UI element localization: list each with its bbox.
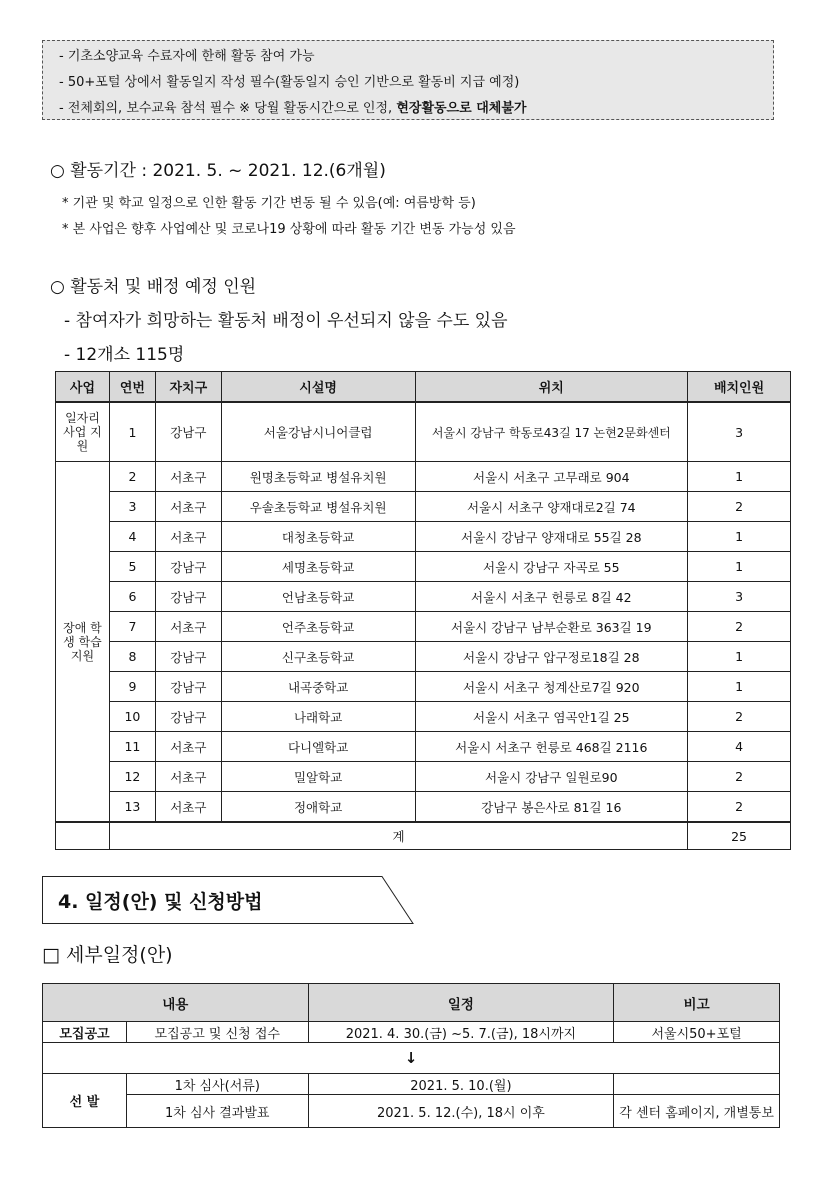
cell-location: 서울시 강남구 남부순환로 363길 19 bbox=[415, 612, 688, 642]
cell-district: 서초구 bbox=[155, 762, 221, 792]
total-label: 계 bbox=[109, 822, 687, 850]
schedule-row bbox=[43, 1095, 780, 1128]
period-title: ○ 활동기간 : 2021. 5. ~ 2021. 12.(6개월) bbox=[50, 161, 386, 181]
cell-district: 강남구 bbox=[155, 702, 221, 732]
cell-district: 강남구 bbox=[155, 642, 221, 672]
section-4-title: 4. 일정(안) 및 신청방법 bbox=[58, 891, 263, 913]
notice-line-3-emphasis: 현장활동으로 대체불가 bbox=[396, 101, 527, 116]
table-row bbox=[56, 582, 791, 612]
schedule-note: 서울시50+포털 bbox=[614, 1022, 780, 1043]
total-value: 25 bbox=[688, 822, 791, 850]
cell-facility: 정애학교 bbox=[221, 792, 415, 823]
cell-location: 서울시 서초구 염곡안1길 25 bbox=[415, 702, 688, 732]
cell-location: 서울시 서초구 양재대로2길 74 bbox=[415, 492, 688, 522]
table-row bbox=[56, 462, 791, 492]
locations-sub-2: - 12개소 115명 bbox=[64, 345, 185, 365]
cell-count: 1 bbox=[688, 672, 791, 702]
notice-line-1: - 기초소양교육 수료자에 한해 활동 참여 가능 bbox=[59, 49, 315, 64]
notice-line-2: - 50+포털 상에서 활동일지 작성 필수(활동일지 승인 기반으로 활동비 지급 예정) bbox=[59, 75, 520, 90]
schedule-header-date: 일정 bbox=[308, 984, 614, 1022]
cell-count: 2 bbox=[688, 492, 791, 522]
cell-facility: 대청초등학교 bbox=[221, 522, 415, 552]
schedule-item: 1차 심사 결과발표 bbox=[126, 1095, 308, 1128]
cell-no: 1 bbox=[109, 402, 155, 462]
table-row bbox=[56, 762, 791, 792]
table-row bbox=[56, 642, 791, 672]
group-disabled-students bbox=[56, 462, 110, 823]
cell-district: 서초구 bbox=[155, 612, 221, 642]
cell-district: 서초구 bbox=[155, 732, 221, 762]
cell-no: 9 bbox=[109, 672, 155, 702]
notice-line-3 bbox=[59, 96, 773, 122]
group-jobs-label: 일자리 사업 지원 bbox=[63, 411, 102, 453]
cell-count: 4 bbox=[688, 732, 791, 762]
cell-no: 5 bbox=[109, 552, 155, 582]
cell-facility: 원명초등학교 병설유치원 bbox=[221, 462, 415, 492]
cell-no: 11 bbox=[109, 732, 155, 762]
cell-facility: 내곡중학교 bbox=[221, 672, 415, 702]
cell-count: 2 bbox=[688, 702, 791, 732]
cell-no: 3 bbox=[109, 492, 155, 522]
header-number: 연번 bbox=[109, 372, 155, 403]
notice-box bbox=[42, 40, 774, 120]
schedule-note: 각 센터 홈페이지, 개별통보 bbox=[614, 1095, 780, 1128]
locations-title: ○ 활동처 및 배정 예정 인원 bbox=[50, 277, 257, 297]
cell-location: 서울시 서초구 고무래로 904 bbox=[415, 462, 688, 492]
table-row bbox=[56, 672, 791, 702]
cell-location: 서울시 강남구 학동로43길 17 논현2문화센터 bbox=[415, 402, 688, 462]
header-district: 자치구 bbox=[155, 372, 221, 403]
cell-count: 2 bbox=[688, 762, 791, 792]
locations-sub-1: - 참여자가 희망하는 활동처 배정이 우선되지 않을 수도 있음 bbox=[64, 311, 508, 331]
cell-no: 7 bbox=[109, 612, 155, 642]
cell-facility: 신구초등학교 bbox=[221, 642, 415, 672]
section-4-heading bbox=[42, 876, 414, 924]
schedule-cat-selection: 선 발 bbox=[43, 1074, 127, 1128]
total-row bbox=[56, 822, 791, 850]
header-location: 위치 bbox=[415, 372, 688, 403]
cell-district: 강남구 bbox=[155, 672, 221, 702]
cell-no: 2 bbox=[109, 462, 155, 492]
cell-count: 1 bbox=[688, 642, 791, 672]
cell-facility: 서울강남시니어클럽 bbox=[221, 402, 415, 462]
cell-count: 3 bbox=[688, 402, 791, 462]
notice-line-3-text: - 전체회의, 보수교육 참석 필수 ※ 당월 활동시간으로 인정, bbox=[59, 101, 397, 116]
header-count: 배치인원 bbox=[688, 372, 791, 403]
cell-location: 서울시 서초구 헌릉로 468길 2116 bbox=[415, 732, 688, 762]
table-row bbox=[56, 492, 791, 522]
cell-district: 서초구 bbox=[155, 522, 221, 552]
schedule-header-row bbox=[43, 984, 780, 1022]
cell-count: 3 bbox=[688, 582, 791, 612]
cell-count: 2 bbox=[688, 792, 791, 823]
down-arrow-icon: ↓ bbox=[43, 1043, 780, 1074]
cell-count: 2 bbox=[688, 612, 791, 642]
schedule-row bbox=[43, 1022, 780, 1043]
cell-facility: 다니엘학교 bbox=[221, 732, 415, 762]
cell-location: 서울시 강남구 양재대로 55길 28 bbox=[415, 522, 688, 552]
cell-facility: 나래학교 bbox=[221, 702, 415, 732]
table-row bbox=[56, 612, 791, 642]
cell-district: 서초구 bbox=[155, 462, 221, 492]
cell-facility: 세명초등학교 bbox=[221, 552, 415, 582]
schedule-note bbox=[614, 1074, 780, 1095]
table-row bbox=[56, 522, 791, 552]
cell-no: 12 bbox=[109, 762, 155, 792]
cell-location: 서울시 강남구 압구정로18길 28 bbox=[415, 642, 688, 672]
schedule-cat-recruit: 모집공고 bbox=[43, 1022, 127, 1043]
header-facility: 시설명 bbox=[221, 372, 415, 403]
cell-no: 13 bbox=[109, 792, 155, 823]
table-row bbox=[56, 792, 791, 823]
schedule-subheading: □ 세부일정(안) bbox=[42, 944, 173, 966]
table-row bbox=[56, 732, 791, 762]
cell-no: 6 bbox=[109, 582, 155, 612]
locations-table bbox=[55, 371, 791, 850]
cell-location: 서울시 강남구 자곡로 55 bbox=[415, 552, 688, 582]
cell-district: 서초구 bbox=[155, 492, 221, 522]
period-note-1: * 기관 및 학교 일정으로 인한 활동 기간 변동 될 수 있음(예: 여름방학 등) bbox=[62, 196, 476, 211]
schedule-row bbox=[43, 1074, 780, 1095]
cell-facility: 우솔초등학교 병설유치원 bbox=[221, 492, 415, 522]
schedule-header-content: 내용 bbox=[43, 984, 309, 1022]
schedule-table bbox=[42, 983, 780, 1128]
schedule-date: 2021. 4. 30.(금) ~5. 7.(금), 18시까지 bbox=[308, 1022, 614, 1043]
cell-district: 강남구 bbox=[155, 552, 221, 582]
table-row bbox=[56, 552, 791, 582]
cell-count: 1 bbox=[688, 552, 791, 582]
locations-header-row bbox=[56, 372, 791, 403]
schedule-header-note: 비고 bbox=[614, 984, 780, 1022]
cell-count: 1 bbox=[688, 522, 791, 552]
schedule-arrow-row bbox=[43, 1043, 780, 1074]
cell-location: 강남구 봉은사로 81길 16 bbox=[415, 792, 688, 823]
cell-no: 8 bbox=[109, 642, 155, 672]
cell-facility: 밀알학교 bbox=[221, 762, 415, 792]
cell-location: 서울시 강남구 일원로90 bbox=[415, 762, 688, 792]
schedule-item: 1차 심사(서류) bbox=[126, 1074, 308, 1095]
schedule-item: 모집공고 및 신청 접수 bbox=[126, 1022, 308, 1043]
cell-district: 서초구 bbox=[155, 792, 221, 823]
table-row bbox=[56, 702, 791, 732]
schedule-date: 2021. 5. 12.(수), 18시 이후 bbox=[308, 1095, 614, 1128]
cell-no: 10 bbox=[109, 702, 155, 732]
total-blank bbox=[56, 822, 110, 850]
cell-location: 서울시 서초구 헌릉로 8길 42 bbox=[415, 582, 688, 612]
cell-district: 강남구 bbox=[155, 582, 221, 612]
cell-district: 강남구 bbox=[155, 402, 221, 462]
cell-no: 4 bbox=[109, 522, 155, 552]
group-jobs bbox=[56, 402, 110, 462]
group-disabled-students-label: 장애 학생 학습 지원 bbox=[63, 620, 102, 663]
period-note-2: * 본 사업은 향후 사업예산 및 코로나19 상황에 따라 활동 기간 변동 가능성 있음 bbox=[62, 222, 516, 237]
cell-facility: 언주초등학교 bbox=[221, 612, 415, 642]
cell-facility: 언남초등학교 bbox=[221, 582, 415, 612]
schedule-date: 2021. 5. 10.(월) bbox=[308, 1074, 614, 1095]
cell-count: 1 bbox=[688, 462, 791, 492]
cell-location: 서울시 서초구 청계산로7길 920 bbox=[415, 672, 688, 702]
header-business: 사업 bbox=[56, 372, 110, 403]
table-row bbox=[56, 402, 791, 462]
